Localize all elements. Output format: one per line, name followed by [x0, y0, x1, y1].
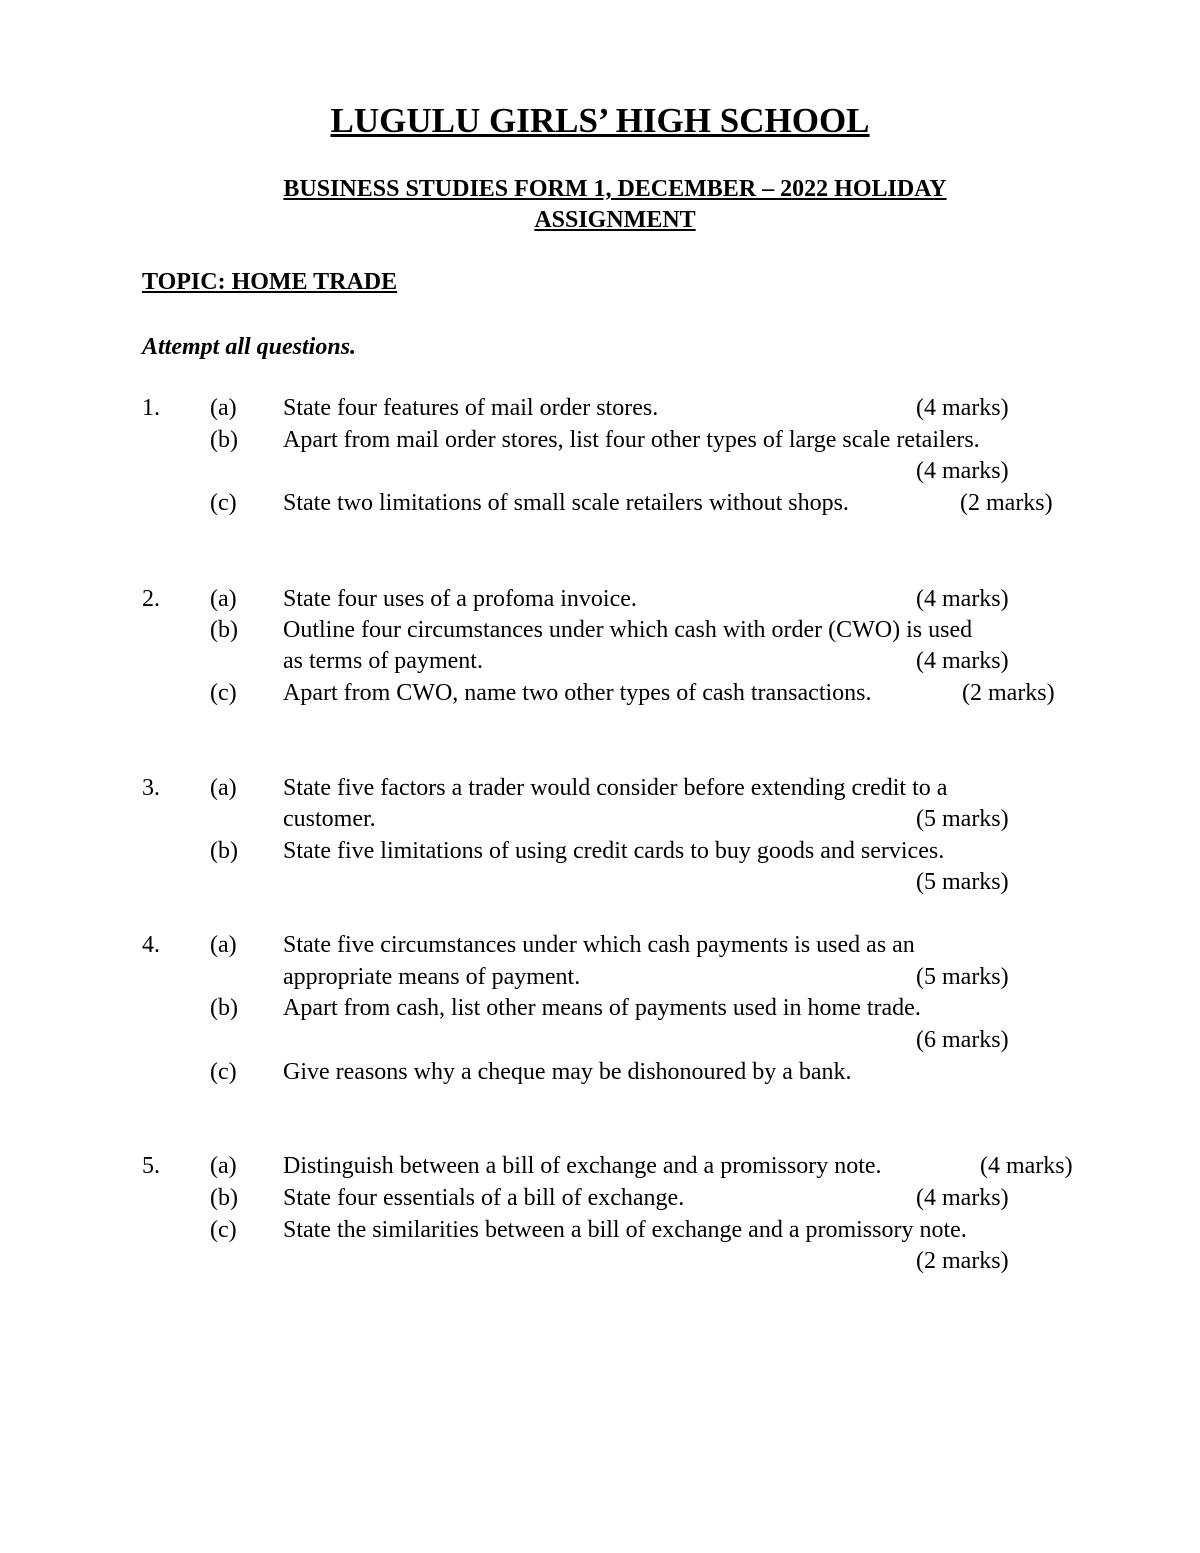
part-marks: (5 marks) — [916, 869, 1009, 895]
part-marks: (2 marks) — [960, 490, 1053, 516]
part-label: (b) — [210, 427, 238, 453]
part-text: State four uses of a profoma invoice. — [283, 586, 637, 612]
part-text: Give reasons why a cheque may be dishonoured by a bank. — [283, 1059, 852, 1085]
school-name: LUGULU GIRLS’ HIGH SCHOOL — [330, 101, 870, 140]
part-label: (a) — [210, 395, 237, 421]
part-text: Distinguish between a bill of exchange and a promissory note. — [283, 1153, 882, 1179]
part-label: (c) — [210, 1217, 237, 1243]
part-marks: (5 marks) — [916, 964, 1009, 990]
part-label: (c) — [210, 1059, 237, 1085]
part-marks: (4 marks) — [916, 395, 1009, 421]
assignment-title-line2: ASSIGNMENT — [534, 207, 696, 233]
part-marks: (4 marks) — [916, 586, 1009, 612]
part-text-line1: Outline four circumstances under which cash with order (CWO) is used — [283, 617, 973, 643]
part-marks: (5 marks) — [916, 806, 1009, 832]
part-text: State five limitations of using credit cards to buy goods and services. — [283, 838, 945, 864]
part-marks: (2 marks) — [916, 1248, 1009, 1274]
instructions: Attempt all questions. — [142, 334, 357, 360]
part-label: (a) — [210, 932, 237, 958]
part-marks: (6 marks) — [916, 1027, 1009, 1053]
part-text-line2: customer. — [283, 806, 376, 832]
part-label: (a) — [210, 586, 237, 612]
part-text: State two limitations of small scale retailers without shops. — [283, 490, 849, 516]
question-number: 3. — [142, 775, 160, 801]
part-label: (c) — [210, 490, 237, 516]
part-marks: (4 marks) — [916, 458, 1009, 484]
part-marks: (2 marks) — [962, 680, 1055, 706]
part-text: Apart from mail order stores, list four other types of large scale retailers. — [283, 427, 980, 453]
part-text-line2: appropriate means of payment. — [283, 964, 581, 990]
part-marks: (4 marks) — [916, 1185, 1009, 1211]
part-label: (a) — [210, 1153, 237, 1179]
part-text: State four essentials of a bill of exchange. — [283, 1185, 685, 1211]
part-text: State four features of mail order stores. — [283, 395, 659, 421]
part-label: (a) — [210, 775, 237, 801]
part-label: (b) — [210, 838, 238, 864]
part-text: Apart from cash, list other means of payments used in home trade. — [283, 995, 921, 1021]
part-label: (b) — [210, 995, 238, 1021]
part-label: (c) — [210, 680, 237, 706]
question-number: 5. — [142, 1153, 160, 1179]
question-number: 4. — [142, 932, 160, 958]
question-number: 1. — [142, 395, 160, 421]
topic-heading: TOPIC: HOME TRADE — [142, 269, 398, 295]
assignment-title-line1: BUSINESS STUDIES FORM 1, DECEMBER – 2022 HOLIDAY — [283, 176, 947, 202]
part-text-line1: State five factors a trader would consider before extending credit to a — [283, 775, 948, 801]
part-label: (b) — [210, 1185, 238, 1211]
part-text: Apart from CWO, name two other types of cash transactions. — [283, 680, 872, 706]
part-text-line2: as terms of payment. — [283, 648, 483, 674]
part-text-line1: State five circumstances under which cash payments is used as an — [283, 932, 915, 958]
part-text: State the similarities between a bill of exchange and a promissory note. — [283, 1217, 967, 1243]
part-label: (b) — [210, 617, 238, 643]
part-marks: (4 marks) — [980, 1153, 1073, 1179]
question-number: 2. — [142, 586, 160, 612]
part-marks: (4 marks) — [916, 648, 1009, 674]
